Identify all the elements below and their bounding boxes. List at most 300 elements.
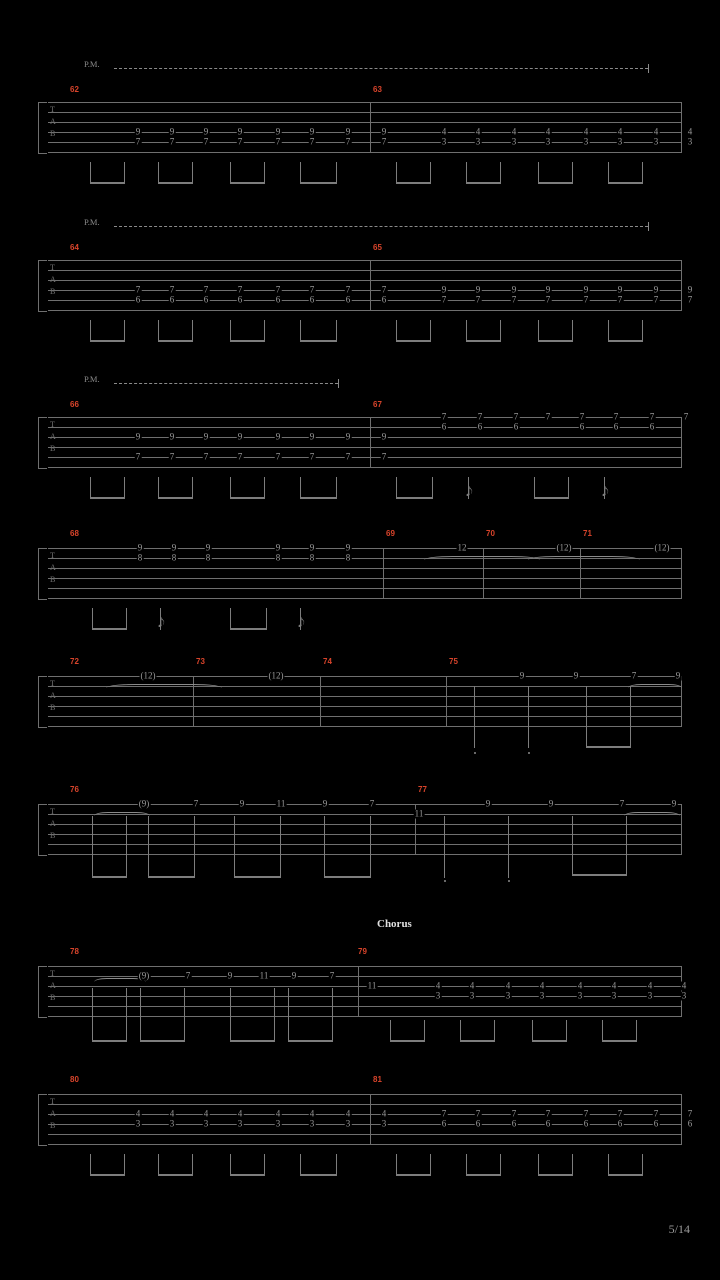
stem: [90, 477, 91, 499]
stem: [642, 1154, 643, 1176]
tab-note: 6: [653, 1118, 659, 1129]
staff-bracket: [38, 417, 47, 469]
tab-note: 7: [381, 284, 387, 295]
tab-note: 6: [381, 294, 387, 305]
stem: [528, 686, 529, 748]
beam: [92, 628, 126, 630]
staff-line: [48, 122, 682, 123]
measure-number-62: 62: [70, 85, 79, 94]
tab-note: 9: [653, 284, 659, 295]
stem: [158, 1154, 159, 1176]
beam: [534, 497, 568, 499]
tab-note: 3: [511, 136, 517, 147]
stem: [184, 988, 185, 1042]
tab-note: 8: [345, 552, 351, 563]
tab-note: 7: [511, 1108, 517, 1119]
tab-note: 9: [309, 431, 315, 442]
tab-note: 7: [687, 1108, 693, 1119]
stem: [92, 608, 93, 630]
barline: [681, 417, 682, 467]
tab-note: 7: [619, 798, 625, 809]
tab-letter-B: B: [50, 129, 56, 138]
stem: [126, 816, 127, 878]
stem: [90, 320, 91, 342]
tab-note: 9: [519, 670, 525, 681]
tab-note: 7: [683, 411, 689, 422]
note-flag: 𝅘𝅥𝅮: [602, 484, 609, 499]
tab-note: 7: [203, 451, 209, 462]
tab-note: 6: [617, 1118, 623, 1129]
stem: [538, 320, 539, 342]
staff-line: [48, 447, 682, 448]
tab-letter-B: B: [50, 444, 56, 453]
tab-note: 6: [345, 294, 351, 305]
tab-note: 7: [381, 136, 387, 147]
stem: [500, 162, 501, 184]
beam: [158, 182, 192, 184]
stem: [336, 320, 337, 342]
beam: [92, 876, 126, 878]
tab-note: 7: [135, 136, 141, 147]
tab-note: 12: [457, 542, 467, 553]
stem: [336, 1154, 337, 1176]
tab-note: 7: [617, 1108, 623, 1119]
stem: [192, 1154, 193, 1176]
beam: [230, 1040, 274, 1042]
beam: [158, 497, 192, 499]
tab-note: 7: [613, 411, 619, 422]
stem: [274, 988, 275, 1042]
tab-note: 7: [441, 1108, 447, 1119]
staccato-dot: [528, 752, 530, 754]
palm-mute-label-3: P.M.: [84, 374, 100, 384]
staff-bracket: [38, 102, 47, 154]
tab-note: 7: [345, 451, 351, 462]
tab-note: 3: [577, 990, 583, 1001]
tab-note: 4: [511, 126, 517, 137]
tie: [528, 556, 640, 564]
tab-note: 9: [227, 970, 233, 981]
stem: [92, 816, 93, 878]
staff-line: [48, 996, 682, 997]
tab-note: 3: [169, 1118, 175, 1129]
stem: [192, 477, 193, 499]
staff-line: [48, 427, 682, 428]
palm-mute-line-3: [114, 383, 338, 384]
palm-mute-line-2: [114, 226, 648, 227]
tab-note: 4: [435, 980, 441, 991]
tab-note: 7: [275, 451, 281, 462]
stem: [92, 988, 93, 1042]
tab-note: 8: [171, 552, 177, 563]
tab-note: 7: [135, 284, 141, 295]
stem: [608, 320, 609, 342]
stem: [572, 320, 573, 342]
tie: [424, 556, 540, 564]
tab-note: 6: [513, 421, 519, 432]
tab-letter-T: T: [50, 969, 55, 978]
stem: [500, 320, 501, 342]
beam: [532, 1040, 566, 1042]
tab-note: 7: [583, 1108, 589, 1119]
stem: [158, 320, 159, 342]
tab-letter-A: A: [50, 1109, 56, 1118]
tab-note: 7: [441, 294, 447, 305]
tab-note: 3: [135, 1118, 141, 1129]
staff-line: [48, 102, 682, 103]
staff-line: [48, 824, 682, 825]
tab-note: 7: [185, 970, 191, 981]
beam: [396, 1174, 430, 1176]
tab-note: 7: [653, 1108, 659, 1119]
beam: [230, 1174, 264, 1176]
tab-note: 9: [291, 970, 297, 981]
staccato-dot: [474, 752, 476, 754]
section-label-chorus: Chorus: [377, 918, 412, 930]
staccato-dot: [444, 880, 446, 882]
stem: [430, 1154, 431, 1176]
tab-note: 4: [505, 980, 511, 991]
stem: [370, 816, 371, 878]
palm-mute-label-1: P.M.: [84, 59, 100, 69]
barline: [370, 417, 371, 467]
stem: [264, 162, 265, 184]
tab-note: 4: [381, 1108, 387, 1119]
tab-note: 3: [617, 136, 623, 147]
tab-note: 9: [237, 431, 243, 442]
beam: [92, 1040, 126, 1042]
staff-line: [48, 578, 682, 579]
tab-note: 9: [203, 431, 209, 442]
stem: [474, 686, 475, 748]
staff-line: [48, 437, 682, 438]
stem: [230, 320, 231, 342]
tab-note: 7: [275, 284, 281, 295]
tab-note: 9: [275, 126, 281, 137]
stem: [158, 162, 159, 184]
tab-letter-T: T: [50, 807, 55, 816]
stem: [642, 162, 643, 184]
tab-note: 3: [505, 990, 511, 1001]
tab-note: 4: [617, 126, 623, 137]
beam: [90, 340, 124, 342]
tab-letter-A: A: [50, 117, 56, 126]
tab-note: 6: [649, 421, 655, 432]
tab-letter-T: T: [50, 551, 55, 560]
tab-note: 6: [309, 294, 315, 305]
tab-note: 9: [475, 284, 481, 295]
tab-note: 4: [539, 980, 545, 991]
tab-note: 9: [275, 431, 281, 442]
tab-note: 4: [441, 126, 447, 137]
tab-note: (12): [268, 670, 284, 681]
measure-number-67: 67: [373, 400, 382, 409]
stem: [230, 477, 231, 499]
measure-number-71: 71: [583, 529, 592, 538]
tab-note: 6: [237, 294, 243, 305]
measure-number-75: 75: [449, 657, 458, 666]
tab-letter-B: B: [50, 1121, 56, 1130]
beam: [602, 1040, 636, 1042]
tab-note: 9: [135, 431, 141, 442]
staff-line: [48, 280, 682, 281]
stem: [566, 1020, 567, 1042]
tab-note: 7: [441, 411, 447, 422]
measure-number-65: 65: [373, 243, 382, 252]
tab-letter-A: A: [50, 275, 56, 284]
measure-number-77: 77: [418, 785, 427, 794]
staff-bracket: [38, 1094, 47, 1146]
beam: [230, 340, 264, 342]
barline: [370, 260, 371, 310]
stem: [230, 608, 231, 630]
tab-letter-A: A: [50, 981, 56, 990]
barline: [370, 102, 371, 152]
tab-note: 9: [545, 284, 551, 295]
stem: [124, 162, 125, 184]
tab-note: 11: [259, 970, 269, 981]
beam: [608, 1174, 642, 1176]
tab-note: 6: [613, 421, 619, 432]
stem: [396, 1154, 397, 1176]
beam: [396, 497, 432, 499]
tab-note: 7: [309, 284, 315, 295]
stem: [432, 477, 433, 499]
tie: [628, 684, 682, 692]
tab-note: 8: [137, 552, 143, 563]
stem: [466, 1154, 467, 1176]
measure-number-72: 72: [70, 657, 79, 666]
stem: [230, 988, 231, 1042]
barline: [681, 804, 682, 854]
tab-note: 3: [475, 136, 481, 147]
tie: [624, 812, 680, 820]
stem: [396, 320, 397, 342]
stem: [572, 162, 573, 184]
staff-line: [48, 310, 682, 311]
tab-letter-T: T: [50, 420, 55, 429]
tab-note: 3: [275, 1118, 281, 1129]
stem: [630, 686, 631, 748]
beam: [538, 182, 572, 184]
stem: [494, 1020, 495, 1042]
tab-note: 7: [545, 1108, 551, 1119]
tab-note: 7: [309, 136, 315, 147]
beam: [396, 182, 430, 184]
tab-note: 7: [545, 294, 551, 305]
tab-note: 9: [169, 126, 175, 137]
tab-note: 6: [275, 294, 281, 305]
tab-note: 8: [309, 552, 315, 563]
tab-note: 3: [435, 990, 441, 1001]
tab-note: 3: [681, 990, 687, 1001]
stem: [300, 1154, 301, 1176]
stem: [396, 162, 397, 184]
measure-number-64: 64: [70, 243, 79, 252]
beam: [466, 340, 500, 342]
stem: [572, 816, 573, 876]
tab-note: 3: [203, 1118, 209, 1129]
measure-number-63: 63: [373, 85, 382, 94]
beam: [148, 876, 194, 878]
tab-note: 7: [513, 411, 519, 422]
stem: [124, 320, 125, 342]
beam: [300, 1174, 336, 1176]
tab-note: 3: [309, 1118, 315, 1129]
note-flag: 𝅘𝅥𝅮: [158, 615, 165, 630]
barline: [446, 676, 447, 726]
staff-bracket: [38, 548, 47, 600]
tab-note: 9: [687, 284, 693, 295]
beam: [288, 1040, 332, 1042]
beam: [230, 497, 264, 499]
page-number: 5/14: [668, 1222, 690, 1236]
stem: [124, 1154, 125, 1176]
stem: [534, 477, 535, 499]
tab-note: 7: [329, 970, 335, 981]
beam: [158, 1174, 192, 1176]
beam: [140, 1040, 184, 1042]
tab-note: 4: [135, 1108, 141, 1119]
stem: [264, 1154, 265, 1176]
tab-note: 9: [381, 431, 387, 442]
tab-note: 9: [137, 542, 143, 553]
stem: [538, 162, 539, 184]
stem: [572, 1154, 573, 1176]
tab-note: 7: [475, 294, 481, 305]
tab-letter-T: T: [50, 263, 55, 272]
beam: [466, 1174, 500, 1176]
beam: [90, 497, 124, 499]
stem: [192, 162, 193, 184]
tab-note: 7: [169, 136, 175, 147]
tab-note: 3: [345, 1118, 351, 1129]
tab-note: (12): [140, 670, 156, 681]
beam: [538, 1174, 572, 1176]
tab-note: 9: [381, 126, 387, 137]
stem: [158, 477, 159, 499]
tab-note: 4: [309, 1108, 315, 1119]
tab-note: 4: [169, 1108, 175, 1119]
tab-note: 8: [275, 552, 281, 563]
stem: [230, 162, 231, 184]
measure-number-79: 79: [358, 947, 367, 956]
stem: [332, 988, 333, 1042]
tab-note: 9: [511, 284, 517, 295]
tab-note: 7: [203, 136, 209, 147]
stem: [126, 988, 127, 1042]
barline: [681, 676, 682, 726]
tab-note: 9: [617, 284, 623, 295]
tab-note: 9: [205, 542, 211, 553]
tab-note: 9: [441, 284, 447, 295]
staff-bracket: [38, 966, 47, 1018]
tab-note: 9: [548, 798, 554, 809]
stem: [602, 1020, 603, 1042]
barline: [681, 260, 682, 310]
tab-letter-T: T: [50, 1097, 55, 1106]
beam: [396, 340, 430, 342]
tab-note: 7: [579, 411, 585, 422]
tab-note: 9: [675, 670, 681, 681]
stem: [642, 320, 643, 342]
tab-note: 7: [135, 451, 141, 462]
staff-line: [48, 568, 682, 569]
tab-note: 4: [203, 1108, 209, 1119]
tab-note: 3: [687, 136, 693, 147]
tab-note: 4: [275, 1108, 281, 1119]
staff-line: [48, 1134, 682, 1135]
beam: [608, 340, 642, 342]
tab-note: 3: [545, 136, 551, 147]
beam: [466, 182, 500, 184]
stem: [264, 320, 265, 342]
tab-note: 4: [687, 126, 693, 137]
staccato-dot: [508, 880, 510, 882]
stem: [636, 1020, 637, 1042]
beam: [538, 340, 572, 342]
tab-note: 9: [203, 126, 209, 137]
tab-note: 7: [237, 284, 243, 295]
tab-note: 4: [611, 980, 617, 991]
tab-note: 7: [477, 411, 483, 422]
tab-note: 7: [649, 411, 655, 422]
beam: [300, 340, 336, 342]
tab-note: 4: [647, 980, 653, 991]
stem: [608, 162, 609, 184]
tab-letter-T: T: [50, 679, 55, 688]
tab-note: 6: [687, 1118, 693, 1129]
tab-note: 6: [441, 1118, 447, 1129]
measure-number-74: 74: [323, 657, 332, 666]
tab-note: 3: [237, 1118, 243, 1129]
tab-note: 7: [203, 284, 209, 295]
stem: [266, 608, 267, 630]
tab-note: 3: [583, 136, 589, 147]
tie: [94, 812, 150, 820]
tab-note: 8: [205, 552, 211, 563]
measure-number-78: 78: [70, 947, 79, 956]
tab-letter-B: B: [50, 575, 56, 584]
stem: [466, 162, 467, 184]
tab-note: 9: [345, 431, 351, 442]
stem: [192, 320, 193, 342]
stem: [444, 816, 445, 878]
tab-note: 3: [653, 136, 659, 147]
stem: [336, 162, 337, 184]
tab-note: 9: [583, 284, 589, 295]
stem: [626, 816, 627, 876]
staff-line: [48, 417, 682, 418]
staff-bracket: [38, 260, 47, 312]
tab-note: 9: [345, 126, 351, 137]
stem: [90, 162, 91, 184]
barline: [681, 548, 682, 598]
tab-note: 4: [681, 980, 687, 991]
tab-note: 7: [169, 451, 175, 462]
staff-bracket: [38, 804, 47, 856]
barline: [383, 548, 384, 598]
stem: [532, 1020, 533, 1042]
tab-letter-B: B: [50, 993, 56, 1002]
staff-line: [48, 260, 682, 261]
tab-note: 3: [539, 990, 545, 1001]
tab-note: 4: [469, 980, 475, 991]
beam: [324, 876, 370, 878]
tab-note: 9: [671, 798, 677, 809]
tab-note: 7: [237, 451, 243, 462]
stem: [90, 1154, 91, 1176]
